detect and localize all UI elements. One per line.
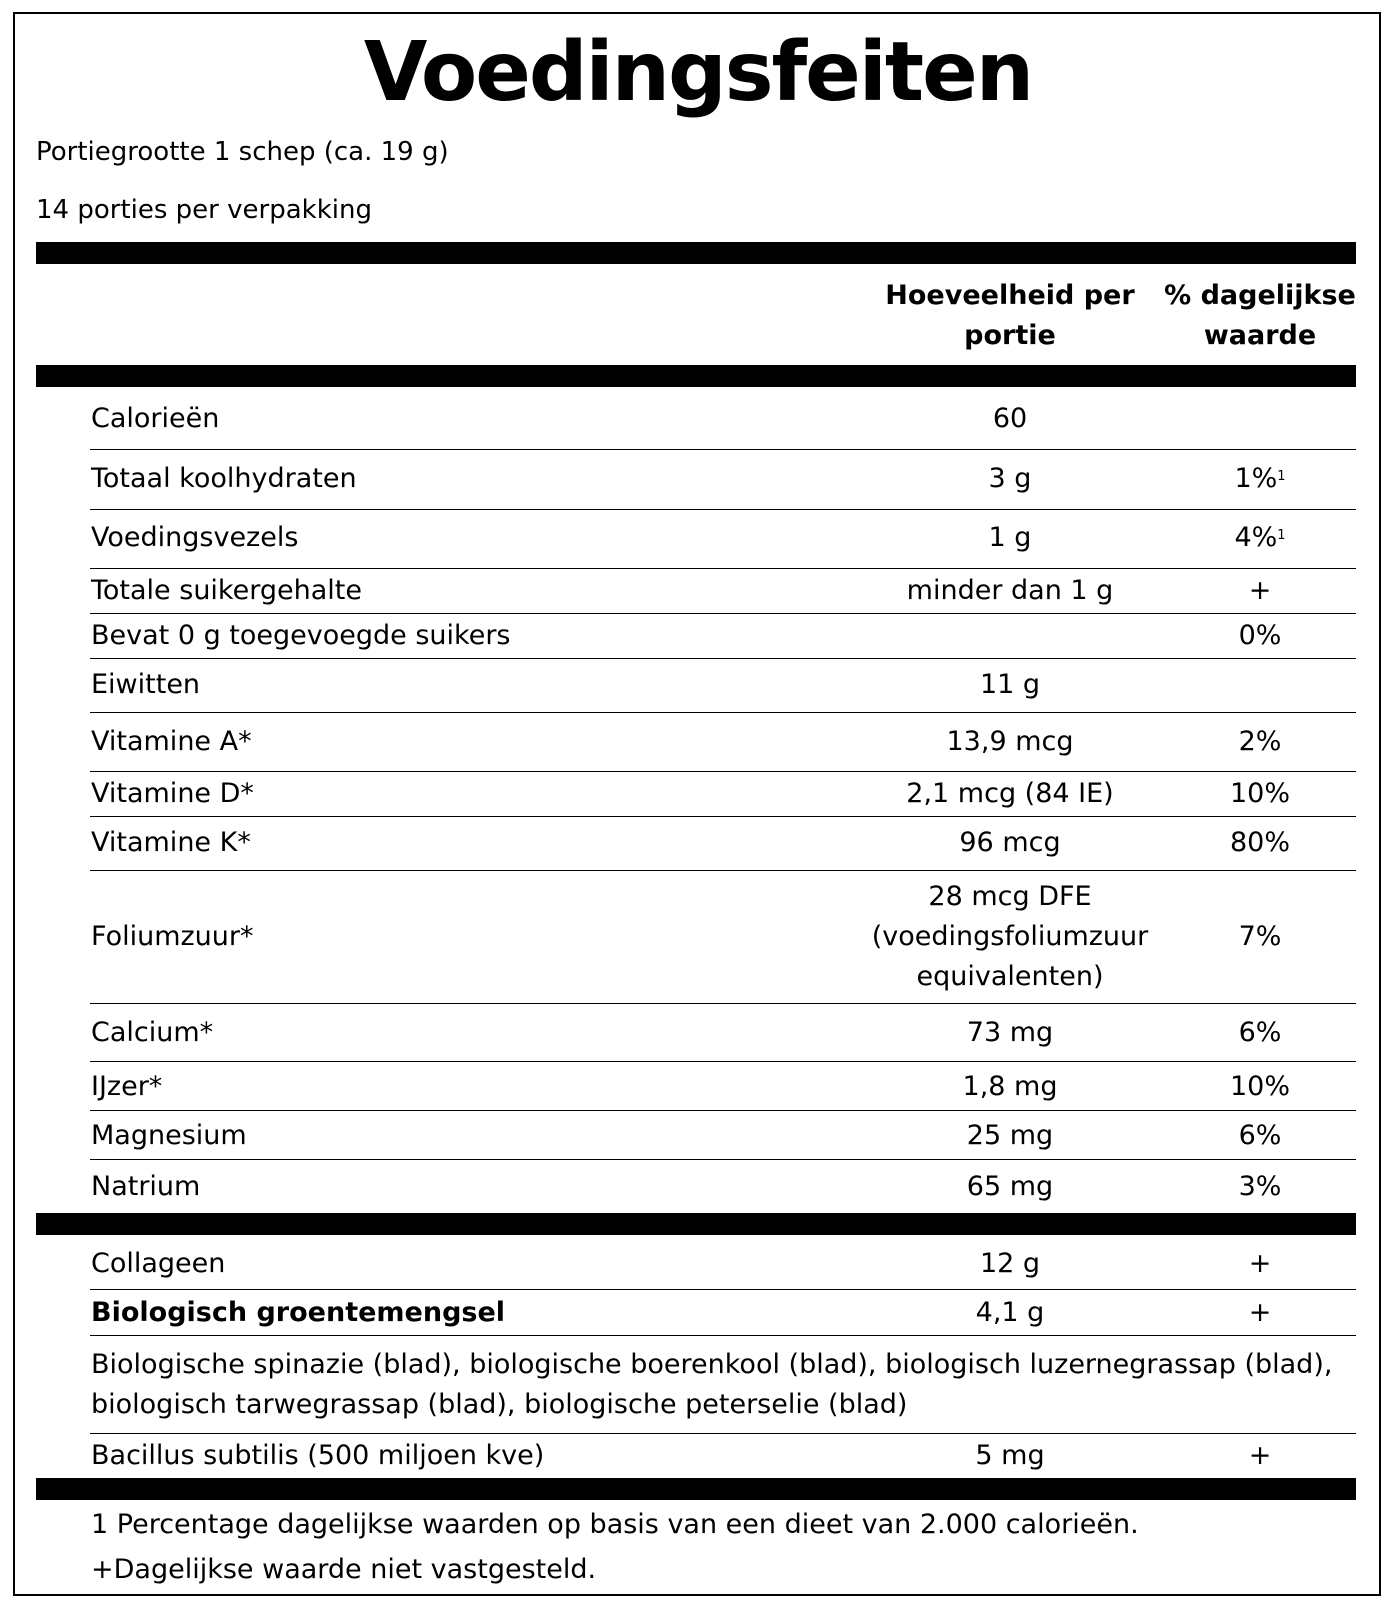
row-divider — [90, 1289, 1356, 1290]
blend-description-line: Biologische spinazie (blad), biologische boerenkool (blad), biologisch luzernegrassap (blad), — [91, 1349, 1333, 1380]
row-divider — [90, 658, 1356, 659]
ingredient-amount: 5 mg — [975, 1440, 1045, 1471]
nutrient-name: Vitamine A* — [91, 726, 252, 757]
serving-size: Portiegrootte 1 schep (ca. 19 g) — [36, 137, 449, 167]
nutrient-amount: 1,8 mg — [962, 1071, 1058, 1102]
amount-line: 28 mcg DFE — [928, 881, 1092, 912]
header-dv-line1: % dagelijkse — [1164, 280, 1356, 311]
nutrient-amount: minder dan 1 g — [906, 575, 1114, 606]
footnote-marker: 1 — [1277, 528, 1286, 543]
nutrient-name: Voedingsvezels — [91, 522, 299, 553]
nutrient-amount: 11 g — [979, 669, 1041, 700]
servings-per-container: 14 porties per verpakking — [36, 195, 372, 225]
nutrient-dv: 7% — [1238, 921, 1282, 952]
nutrient-dv: 10% — [1229, 1071, 1290, 1102]
nutrient-dv — [1160, 459, 1360, 499]
nutrient-name: Calorieën — [91, 403, 220, 434]
ingredient-dv: + — [1248, 1248, 1272, 1279]
row-divider — [90, 1335, 1356, 1336]
footnote-not-established: +Dagelijkse waarde niet vastgesteld. — [91, 1554, 597, 1585]
nutrient-amount-multiline — [860, 877, 1160, 997]
label-title: Voedingsfeiten — [363, 25, 1033, 120]
nutrient-name: Natrium — [91, 1171, 201, 1202]
amount-line: (voedingsfoliumzuur — [871, 921, 1149, 952]
blend-description-line: biologisch tarwegrassap (blad), biologische peterselie (blad) — [91, 1389, 908, 1420]
nutrient-name: Calcium* — [91, 1017, 214, 1048]
nutrient-dv: 2% — [1238, 726, 1282, 757]
thick-divider-top — [36, 242, 1356, 264]
header-amount — [860, 276, 1160, 356]
header-amount-line1: Hoeveelheid per — [885, 280, 1135, 311]
row-divider — [90, 1061, 1356, 1062]
nutrient-dv: 6% — [1238, 1120, 1282, 1151]
nutrient-amount: 13,9 mcg — [946, 726, 1074, 757]
header-amount-line2: portie — [964, 320, 1056, 351]
nutrient-amount: 3 g — [988, 463, 1032, 494]
header-dv-line2: waarde — [1203, 320, 1317, 351]
blend-amount: 4,1 g — [975, 1297, 1045, 1328]
thick-divider-header — [36, 365, 1356, 387]
ingredient-amount: 12 g — [979, 1248, 1041, 1279]
nutrient-dv — [1160, 518, 1360, 558]
ingredient-name: Bacillus subtilis (500 miljoen kve) — [91, 1440, 545, 1471]
footnote-daily-values: 1 Percentage dagelijkse waarden op basis van een dieet van 2.000 calorieën. — [91, 1509, 1139, 1540]
footnote-marker: 1 — [1277, 469, 1286, 484]
thick-divider-bottom — [36, 1478, 1356, 1500]
nutrient-dv: + — [1248, 575, 1272, 606]
row-divider — [90, 1110, 1356, 1111]
row-divider — [90, 449, 1356, 450]
nutrient-dv: 10% — [1229, 778, 1290, 809]
nutrient-amount: 65 mg — [966, 1171, 1054, 1202]
blend-description — [91, 1345, 1332, 1425]
blend-name: Biologisch groentemengsel — [91, 1297, 506, 1328]
nutrient-name: Magnesium — [91, 1120, 247, 1151]
row-divider — [90, 1433, 1356, 1434]
nutrient-dv: 0% — [1238, 620, 1282, 651]
nutrient-name: Totale suikergehalte — [91, 575, 362, 606]
header-daily-value — [1160, 276, 1360, 356]
nutrient-dv: 3% — [1238, 1171, 1282, 1202]
nutrient-name: Totaal koolhydraten — [91, 463, 357, 494]
row-divider — [90, 712, 1356, 713]
nutrient-amount: 73 mg — [966, 1017, 1054, 1048]
row-divider — [90, 509, 1356, 510]
amount-line: equivalenten) — [916, 961, 1104, 992]
dv-value: 4% — [1234, 522, 1278, 553]
blend-dv: + — [1248, 1297, 1272, 1328]
row-divider — [90, 568, 1356, 569]
ingredient-name: Collageen — [91, 1248, 226, 1279]
row-divider — [90, 613, 1356, 614]
nutrient-amount: 96 mcg — [959, 827, 1061, 858]
dv-value: 1% — [1234, 463, 1278, 494]
row-divider — [90, 816, 1356, 817]
nutrient-amount: 25 mg — [966, 1120, 1054, 1151]
nutrient-amount: 1 g — [988, 522, 1032, 553]
nutrient-dv: 80% — [1229, 827, 1290, 858]
ingredient-dv: + — [1248, 1440, 1272, 1471]
nutrient-name: Vitamine K* — [91, 827, 251, 858]
nutrient-amount: 2,1 mcg (84 IE) — [906, 778, 1114, 809]
nutrient-name: Foliumzuur* — [91, 921, 254, 952]
row-divider — [90, 1003, 1356, 1004]
nutrient-name: Bevat 0 g toegevoegde suikers — [91, 620, 511, 651]
nutrient-name: IJzer* — [91, 1071, 163, 1102]
thick-divider-mid — [36, 1213, 1356, 1235]
nutrient-name: Eiwitten — [91, 669, 201, 700]
row-divider — [90, 771, 1356, 772]
row-divider — [90, 1159, 1356, 1160]
nutrient-name: Vitamine D* — [91, 778, 254, 809]
row-divider — [90, 870, 1356, 871]
nutrient-amount: 60 — [992, 403, 1028, 434]
nutrient-dv: 6% — [1238, 1017, 1282, 1048]
